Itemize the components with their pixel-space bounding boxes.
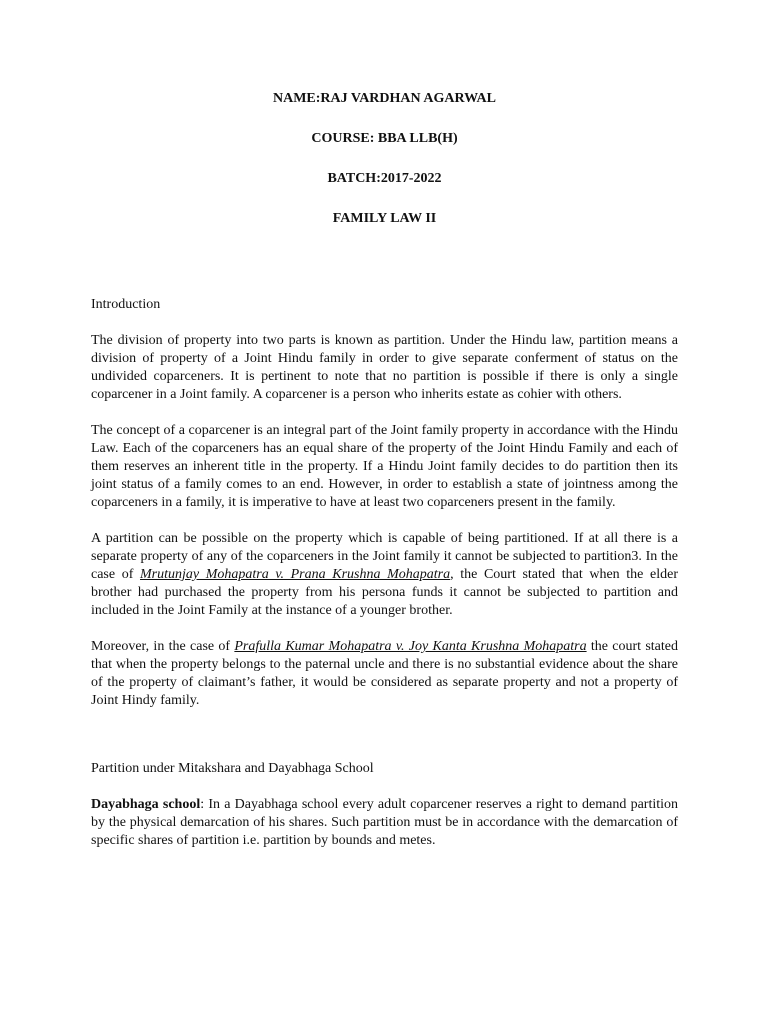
introduction-heading: Introduction xyxy=(91,297,161,312)
partition-heading: Partition under Mitakshara and Dayabhaga School xyxy=(91,761,374,776)
subject-title: FAMILY LAW II xyxy=(332,211,437,226)
introduction-paragraph-1: The division of property into two parts is known as partition. Under the Hindu law, partition means a division of property of a Joint Hindu family in order to give separate conferment of status on the undivided coparceners. It is pertinent to note that no partition is possible if there is only a single coparcener in a Joint family. A coparcener is a person who inherits estate as cohier with others. xyxy=(91,333,678,402)
paragraph-3-text-after: , the Court stated that when the elder brother had purchased the property from his persona funds it cannot be subjected to partition and included in the Joint Family at the instance of a younger brother. xyxy=(91,567,678,618)
student-name: NAME:RAJ VARDHAN AGARWAL xyxy=(272,91,496,106)
course-name: COURSE: BBA LLB(H) xyxy=(311,131,458,146)
case-citation-prafulla: Prafulla Kumar Mohapatra v. Joy Kanta Krushna Mohapatra xyxy=(234,639,587,654)
paragraph-4-text-before: Moreover, in the case of xyxy=(91,639,235,654)
paragraph-4-text-after: the court stated that when the property belongs to the paternal uncle and there is no substantial evidence about the share of the property of claimant’s father, it would be considered as separate property and not a property of Joint Hindy family. xyxy=(91,639,678,708)
introduction-paragraph-3 xyxy=(91,530,678,620)
introduction-paragraph-4 xyxy=(91,638,678,710)
dayabhaga-text: : In a Dayabhaga school every adult coparcener reserves a right to demand partition by the physical demarcation of his shares. Such partition must be in accordance with the demarcation of specific shares of partition i.e. partition by bounds and metes. xyxy=(91,797,678,848)
paragraph-3-text-before: A partition can be possible on the property which is capable of being partitioned. If at all there is a separate property of any of the coparceners in the Joint family it cannot be subjected to partition3. In the case of xyxy=(91,531,678,582)
introduction-paragraph-2: The concept of a coparcener is an integral part of the Joint family property in accordance with the Hindu Law. Each of the coparceners has an equal share of the property of the Joint Hindu Family and each of them reserves an inherent title in the property. If a Hindu Joint family decides to do partition then its joint status of a family comes to an end. However, in order to establish a state of jointness among the coparceners in a family, it is imperative to have at least two coparceners present in the family. xyxy=(91,423,678,510)
dayabhaga-term: Dayabhaga school xyxy=(91,797,201,812)
batch-years: BATCH:2017-2022 xyxy=(327,171,442,186)
title-block xyxy=(91,90,678,228)
dayabhaga-paragraph xyxy=(91,796,678,850)
case-citation-mrutunjay: Mrutunjay Mohapatra v. Prana Krushna Mohapatra xyxy=(140,567,451,582)
